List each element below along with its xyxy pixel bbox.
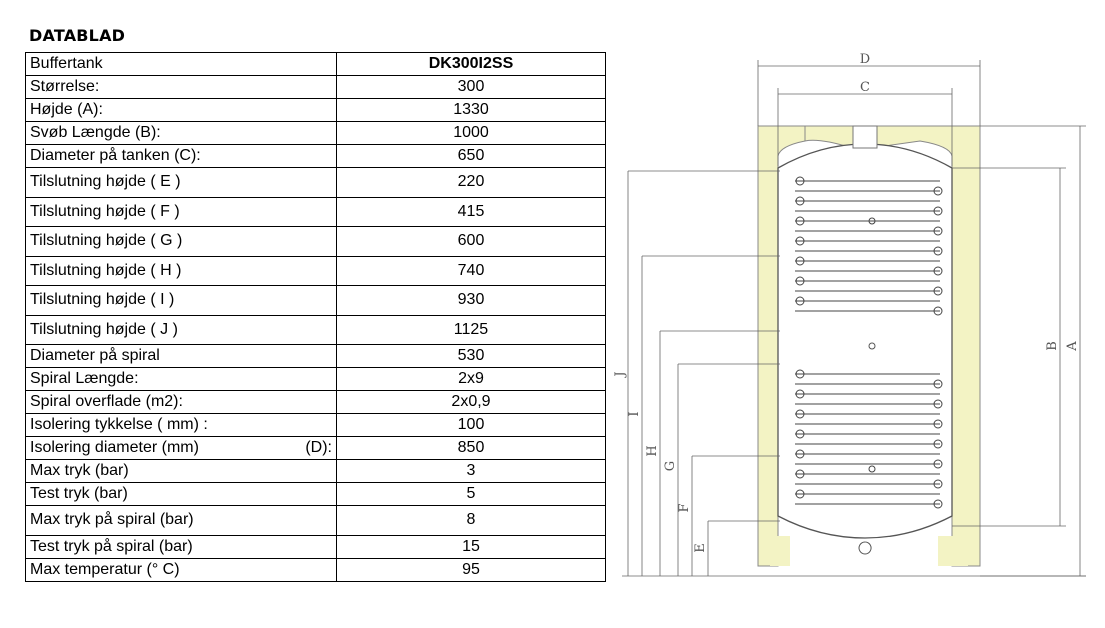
row-label: Isolering tykkelse ( mm) : <box>26 414 337 437</box>
dim-label-d: D <box>859 52 871 67</box>
row-label: Tilslutning højde ( E ) <box>26 168 337 198</box>
tank-body <box>778 144 952 538</box>
row-label: Tilslutning højde ( I ) <box>26 286 337 316</box>
row-value: 600 <box>337 227 606 257</box>
row-value: 3 <box>337 460 606 483</box>
table-row <box>26 145 606 168</box>
table-row <box>26 256 606 286</box>
dim-label-e: E <box>693 543 708 553</box>
table-row <box>26 122 606 145</box>
table-row <box>26 391 606 414</box>
table-row <box>26 460 606 483</box>
row-label: Tilslutning højde ( H ) <box>26 256 337 286</box>
table-row <box>26 483 606 506</box>
row-value: 95 <box>337 558 606 581</box>
model-name: DK300I2SS <box>337 53 606 76</box>
row-value: 1000 <box>337 122 606 145</box>
table-header-row <box>26 53 606 76</box>
dim-label-g: G <box>663 460 678 472</box>
row-label: Test tryk (bar) <box>26 483 337 506</box>
row-value: 15 <box>337 535 606 558</box>
dim-label-h: H <box>645 445 660 457</box>
table-row <box>26 535 606 558</box>
page-title: DATABLAD <box>29 26 126 45</box>
table-row <box>26 286 606 316</box>
row-value: 2x0,9 <box>337 391 606 414</box>
row-label-suffix: (D): <box>305 439 332 456</box>
row-value: 415 <box>337 197 606 227</box>
row-label: Test tryk på spiral (bar) <box>26 535 337 558</box>
table-row <box>26 197 606 227</box>
table-row <box>26 506 606 536</box>
row-label: Størrelse: <box>26 76 337 99</box>
table-row <box>26 227 606 257</box>
table-row <box>26 345 606 368</box>
row-value: 930 <box>337 286 606 316</box>
row-label: Max tryk (bar) <box>26 460 337 483</box>
row-value: 300 <box>337 76 606 99</box>
row-label: Max tryk på spiral (bar) <box>26 506 337 536</box>
row-value: 220 <box>337 168 606 198</box>
table-row <box>26 315 606 345</box>
row-label: Svøb Længde (B): <box>26 122 337 145</box>
row-label: Højde (A): <box>26 99 337 122</box>
row-label: Spiral Længde: <box>26 368 337 391</box>
table-row <box>26 76 606 99</box>
row-value: 1125 <box>337 315 606 345</box>
row-label <box>26 437 337 460</box>
table-row <box>26 414 606 437</box>
table-row <box>26 168 606 198</box>
row-label: Max temperatur (° C) <box>26 558 337 581</box>
table-row <box>26 99 606 122</box>
row-label: Diameter på spiral <box>26 345 337 368</box>
table-row <box>26 558 606 581</box>
row-value: 740 <box>337 256 606 286</box>
row-label: Tilslutning højde ( F ) <box>26 197 337 227</box>
drain-port <box>859 542 871 554</box>
dim-label-c: C <box>860 80 870 95</box>
table-row <box>26 368 606 391</box>
row-label: Spiral overflade (m2): <box>26 391 337 414</box>
dim-label-i: I <box>627 411 642 417</box>
row-label: Tilslutning højde ( J ) <box>26 315 337 345</box>
table-row <box>26 437 606 460</box>
table-header-label: Buffertank <box>26 53 337 76</box>
dim-label-b: B <box>1045 341 1060 351</box>
row-label-text: Isolering diameter (mm) <box>30 439 199 456</box>
row-value: 530 <box>337 345 606 368</box>
row-value: 850 <box>337 437 606 460</box>
dim-label-f: F <box>677 503 692 513</box>
row-value: 5 <box>337 483 606 506</box>
spec-table <box>25 52 606 582</box>
row-label: Diameter på tanken (C): <box>26 145 337 168</box>
row-value: 1330 <box>337 99 606 122</box>
dim-label-j: J <box>613 371 628 377</box>
tank-drawing <box>613 46 1090 586</box>
row-value: 2x9 <box>337 368 606 391</box>
row-value: 100 <box>337 414 606 437</box>
row-value: 650 <box>337 145 606 168</box>
row-value: 8 <box>337 506 606 536</box>
row-label: Tilslutning højde ( G ) <box>26 227 337 257</box>
dim-label-a: A <box>1065 341 1080 351</box>
